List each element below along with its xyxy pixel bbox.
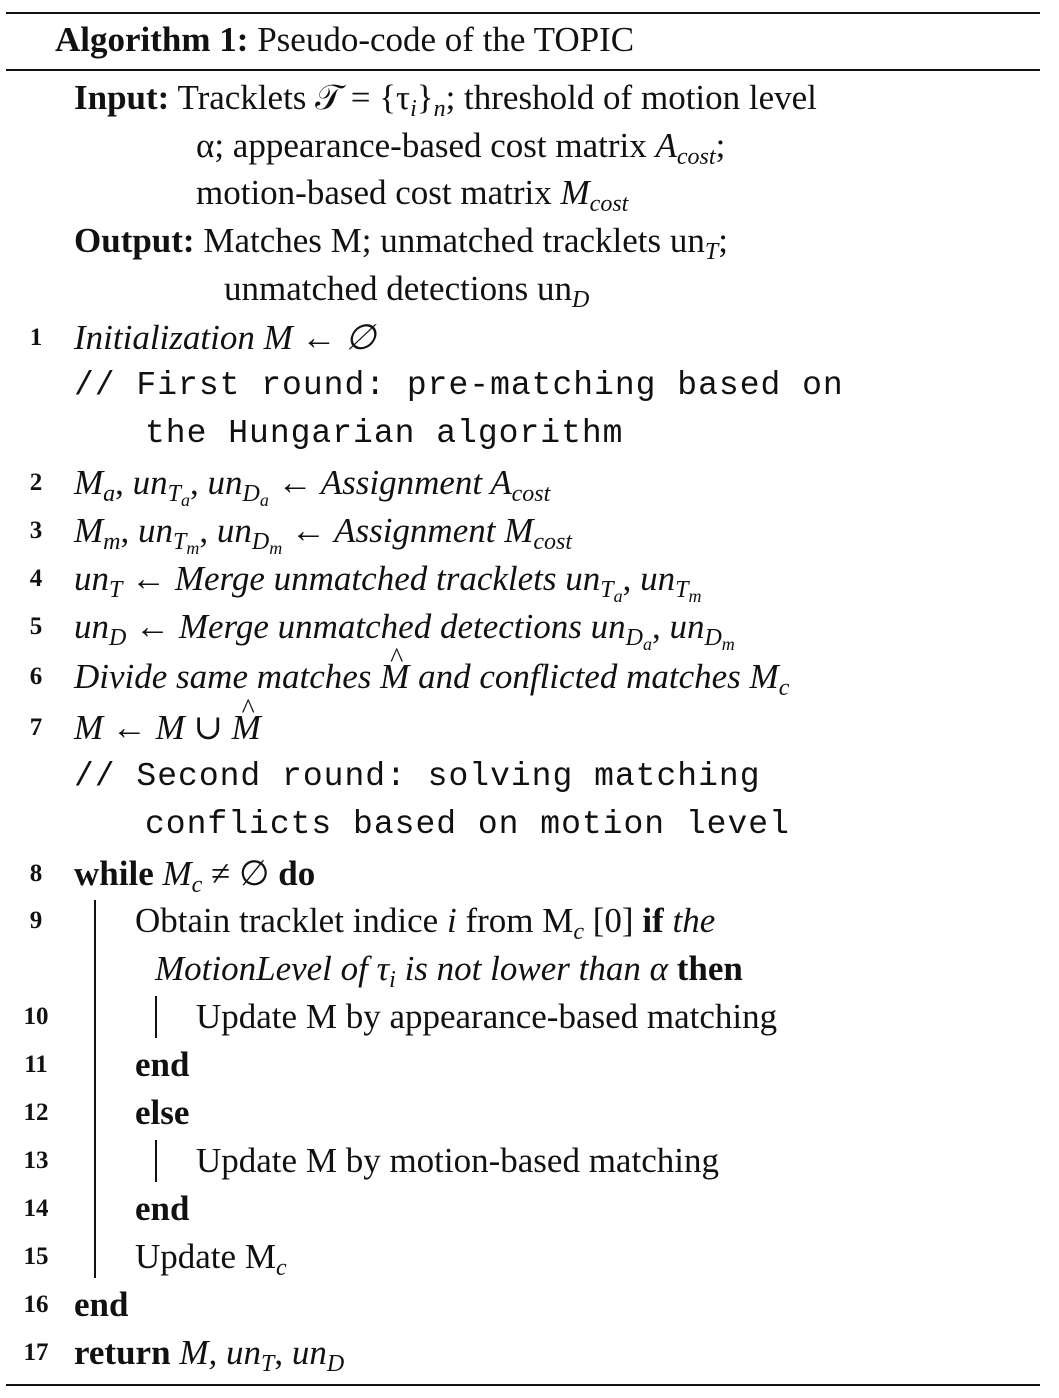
step-1: Initialization M ← ∅ — [74, 318, 376, 357]
else-block-bar — [155, 1140, 157, 1182]
bottom-rule — [6, 1384, 1040, 1386]
algorithm-title — [55, 18, 634, 62]
line-number: 9 — [29, 907, 43, 934]
line-number: 4 — [29, 565, 43, 592]
comment-first-round: // First round: pre-matching based on — [74, 367, 844, 404]
step-6: Divide same matches ^ M and conflicted matches $M_c$ — [74, 655, 789, 699]
line-number: 8 — [29, 860, 43, 887]
output-line-2: unmatched detections $un_D$ — [224, 269, 590, 313]
while-block-bar — [94, 900, 96, 1278]
title-rule — [6, 69, 1040, 71]
step-16: end — [74, 1285, 129, 1324]
step-4: $un_T$ ← Merge unmatched tracklets $un_{T_a}$, $un_{T_m}$ — [74, 559, 702, 606]
output-label: Output: — [74, 221, 195, 260]
step-9: Obtain tracklet indice i from $M_c$ [0] if the — [135, 901, 716, 945]
line-number: 6 — [29, 663, 43, 690]
step-13: Update M by motion-based matching — [196, 1141, 719, 1180]
line-number: 2 — [29, 469, 43, 496]
line-number: 13 — [23, 1147, 49, 1174]
step-11: end — [135, 1045, 190, 1084]
step-3: $M_m$, $un_{T_m}$, $un_{D_m}$ ← Assignment $M_{cost}$ — [74, 511, 573, 558]
line-number: 1 — [29, 324, 43, 351]
input-label: Input: — [74, 78, 170, 117]
line-number: 5 — [29, 613, 43, 640]
comment-first-round-cont: the Hungarian algorithm — [145, 415, 624, 452]
step-8: while $M_c$ ≠ ∅ do — [74, 854, 316, 898]
if-block-bar — [155, 996, 157, 1038]
step-10: Update M by appearance-based matching — [196, 997, 778, 1036]
step-7: M ← M ∪ ^ M — [74, 706, 261, 750]
step-12: else — [135, 1093, 190, 1132]
output-line-1: Output: Matches M; unmatched tracklets $un_T$; — [74, 221, 728, 265]
step-5: $un_D$ ← Merge unmatched detections $un_{D_a}$, $un_{D_m}$ — [74, 607, 735, 654]
input-line-2: α; appearance-based cost matrix $A_{cost}$; — [196, 126, 726, 170]
line-number: 14 — [23, 1195, 49, 1222]
step-2: $M_a$, $un_{T_a}$, $un_{D_a}$ ← Assignment $A_{cost}$ — [74, 463, 551, 510]
comment-second-round-cont: conflicts based on motion level — [145, 806, 790, 843]
title-text: Pseudo-code of the TOPIC — [257, 20, 635, 59]
line-number: 15 — [23, 1243, 49, 1270]
step-15: Update $M_c$ — [135, 1237, 287, 1281]
line-number: 10 — [23, 1003, 49, 1030]
top-rule — [6, 12, 1040, 14]
input-line-3: motion-based cost matrix $M_{cost}$ — [196, 173, 629, 217]
line-number: 16 — [23, 1291, 49, 1318]
line-number: 17 — [23, 1339, 49, 1366]
line-number: 11 — [24, 1051, 48, 1078]
line-number: 7 — [29, 714, 43, 741]
title-label: Algorithm 1: — [55, 20, 249, 59]
step-14: end — [135, 1189, 190, 1228]
line-number: 12 — [23, 1099, 49, 1126]
input-line-1: Input: Tracklets 𝒯 = $\{\tau_i\}_n$; threshold of motion level — [74, 78, 817, 122]
comment-second-round: // Second round: solving matching — [74, 758, 761, 795]
step-9-cont: MotionLevel of $\tau_i$ is not lower than α then — [155, 949, 743, 993]
step-17: return M, $un_T$, $un_D$ — [74, 1333, 345, 1377]
line-number: 3 — [29, 517, 43, 544]
